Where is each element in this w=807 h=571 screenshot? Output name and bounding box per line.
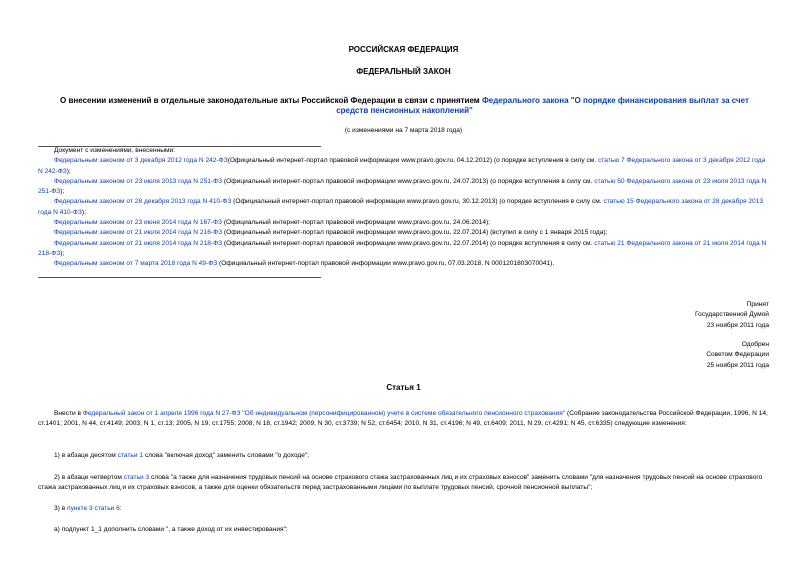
clause-1: 1) в абзаце десятом статьи 1 слова "включая доход" заменить словами "о доходе"; <box>54 452 310 459</box>
revision-note: (с изменениями на 7 марта 2018 года) <box>344 127 463 134</box>
list-item: Федеральным законом от 7 марта 2018 года N 49-ФЗ (Официальный интернет-портал правовой информации www.pravo.gov.ru, 07.03.2018, N 0001201803070041). <box>54 260 555 268</box>
amendment-link[interactable]: Федеральным законом от 21 июля 2014 года N 218-ФЗ <box>54 239 223 247</box>
amendment-link[interactable]: Федеральным законом от 7 марта 2018 года N 49-ФЗ <box>54 260 218 268</box>
article-intro: Внести в Федеральный закон от 1 апреля 1996 года N 27-ФЗ "Об индивидуальном (персонифицированном) учете в системе обязательного пенсионного страхования" (Собрание законодательства Российской Федерации, 1996, N 14, ст.1401; 2001, N 44, ст.4149; 2003, N 1, ст.13; 2005, N 19, ст.1755; 2008, N 18, ст.1942; 2009, N 30, ст.3739; N 52, ст.6454; 2010, N 31, ст.4196; N 49, ст.6409; 2011, N 29, ст.4291; N 45, ст.6335) следующие изменения: <box>38 410 768 428</box>
article-heading: Статья 1 <box>386 383 421 392</box>
list-item: Федеральным законом от 28 декабря 2013 года N 410-ФЗ (Официальный интернет-портал правовой информации www.pravo.gov.ru, 30.12.2013) (о порядке вступления в силу см. статью 15 Федерального закона от 28 декабря 2013 года N 410-ФЗ); <box>38 198 764 216</box>
article-link[interactable]: статью 50 Федерального закона от 23 июля 2013 года N 251-ФЗ <box>38 177 767 196</box>
article-link[interactable]: статью 15 Федерального закона от 28 декабря 2013 года N 410-ФЗ <box>38 198 764 216</box>
clause-2: 2) в абзаце четвертом статьи 3 слова "а также для назначения трудовых пенсий на основе страхового стажа застрахованных лиц и их страховых взносов" заменить словами "для назначения трудовых пенсий на основе страхового стажа застрахованных лиц и их страховых взносов, а также для оценки обязательств перед застрахованными лицами по выплате трудовых пенсий, срочной пенсионной выплаты"; <box>38 474 763 492</box>
article-3-link[interactable]: статьи 3 <box>123 474 150 481</box>
duma-adoption: Принят Государственной Думой 23 ноября 2011 года <box>695 301 769 329</box>
amendment-link[interactable]: Федеральным законом от 21 июля 2014 года N 216-ФЗ <box>54 229 223 237</box>
list-item: Федеральным законом от 23 июля 2013 года N 251-ФЗ (Официальный интернет-портал правовой информации www.pravo.gov.ru, 24.07.2013) (о порядке вступления в силу см. статью 50 Федерального закона от 23 июля 2013 года N 251-ФЗ); <box>38 177 767 196</box>
law-link[interactable]: Федеральный закон от 1 апреля 1996 года N 27-ФЗ "Об индивидуальном (персонифицированном) учете в системе обязательного пенсионного страхования" <box>82 410 566 417</box>
article-link[interactable]: статью 21 Федерального закона от 21 июля 2014 года N 218-ФЗ <box>38 239 767 257</box>
article-link[interactable]: статью 7 Федерального закона от 3 декабря 2012 года N 242-ФЗ <box>38 157 766 175</box>
divider-bottom <box>38 277 321 278</box>
amendment-link[interactable]: Федеральным законом от 23 июля 2013 года N 251-ФЗ <box>54 177 223 185</box>
document-title <box>52 96 757 116</box>
clause-3: 3) в пункте 3 статьи 6: <box>54 505 122 512</box>
amendment-link[interactable]: Федеральным законом от 23 июня 2014 года N 167-ФЗ <box>54 219 223 227</box>
title-text: О внесении изменений в отдельные законодательные акты Российской Федерации в связи с принятием <box>60 96 482 105</box>
country-heading: РОССИЙСКАЯ ФЕДЕРАЦИЯ <box>348 45 459 54</box>
amendment-link[interactable]: Федеральным законом от 28 декабря 2013 года N 410-ФЗ <box>54 198 232 206</box>
council-approval: Одобрен Советом Федерации 25 ноября 2011 года <box>706 341 769 369</box>
list-item: Федеральным законом от 3 декабря 2012 года N 242-ФЗ(Официальный интернет-портал правовой информации www.pravo.gov.ru, 04.12.2012) (о порядке вступления в силу см. статью 7 Федерального закона от 3 декабря 2012 года N 242-ФЗ); <box>38 157 766 175</box>
list-item: Федеральным законом от 23 июня 2014 года N 167-ФЗ (Официальный интернет-портал правовой информации www.pravo.gov.ru, 24.06.2014); <box>54 219 491 227</box>
list-item: Федеральным законом от 21 июля 2014 года N 218-ФЗ (Официальный интернет-портал правовой информации www.pravo.gov.ru, 22.07.2014) (о порядке вступления в силу см. статью 21 Федерального закона от 21 июля 2014 года N 218-ФЗ); <box>38 239 767 257</box>
changes-list <box>38 146 770 270</box>
title-link[interactable]: Федерального закона "О порядке финансирования выплат за счет средств пенсионных накоплений" <box>336 96 749 115</box>
article-6-link[interactable]: пункте 3 статьи 6 <box>67 505 120 512</box>
amendment-link[interactable]: Федеральным законом от 3 декабря 2012 года N 242-ФЗ <box>54 157 228 165</box>
subclause-a: а) подпункт 1_1 дополнить словами ", а также доход от их инвестирования"; <box>54 526 288 533</box>
list-item: Федеральным законом от 21 июля 2014 года N 216-ФЗ (Официальный интернет-портал правовой информации www.pravo.gov.ru, 22.07.2014) (вступил в силу с 1 января 2015 года); <box>54 229 608 237</box>
changes-intro: Документ с изменениями, внесенными: <box>54 147 176 154</box>
article-1-link[interactable]: статьи 1 <box>117 452 143 459</box>
law-type-heading: ФЕДЕРАЛЬНЫЙ ЗАКОН <box>356 67 451 76</box>
